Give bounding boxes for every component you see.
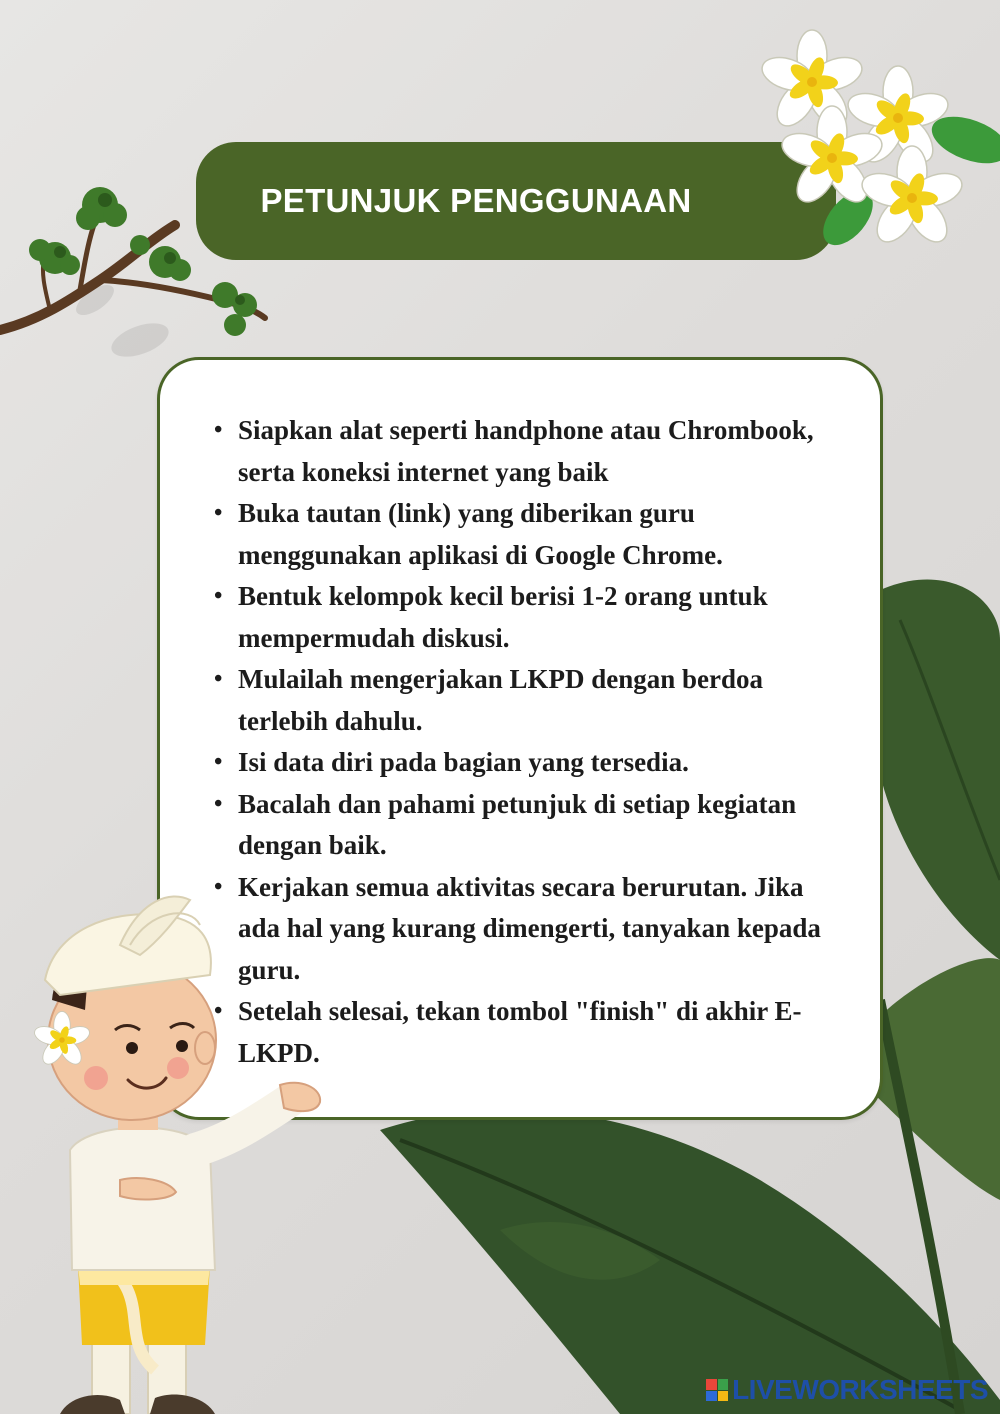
instruction-item: • Kerjakan semua aktivitas secara berurutan. Jika ada hal yang kurang dimengerti, tanyakan kepada guru. (208, 867, 838, 992)
watermark-text: LIVEWORKSHEETS (732, 1374, 988, 1405)
instructions-card (157, 357, 883, 1120)
instruction-item: • Bentuk kelompok kecil berisi 1-2 orang untuk mempermudah diskusi. (208, 576, 838, 659)
instruction-item: • Setelah selesai, tekan tombol "finish" di akhir E-LKPD. (208, 991, 838, 1074)
page-title: PETUNJUK PENGGUNAAN (260, 182, 692, 219)
instruction-item: • Isi data diri pada bagian yang tersedia. (208, 742, 838, 784)
instruction-item: • Mulailah mengerjakan LKPD dengan berdoa terlebih dahulu. (208, 659, 838, 742)
liveworksheets-watermark (706, 1374, 988, 1406)
instruction-item: • Buka tautan (link) yang diberikan guru menggunakan aplikasi di Google Chrome. (208, 493, 838, 576)
instruction-item: • Siapkan alat seperti handphone atau Chrombook, serta koneksi internet yang baik (208, 410, 838, 493)
title-banner (196, 142, 836, 260)
liveworksheets-logo-icon (706, 1379, 728, 1401)
instruction-list (208, 410, 838, 1074)
instruction-item: • Bacalah dan pahami petunjuk di setiap kegiatan dengan baik. (208, 784, 838, 867)
